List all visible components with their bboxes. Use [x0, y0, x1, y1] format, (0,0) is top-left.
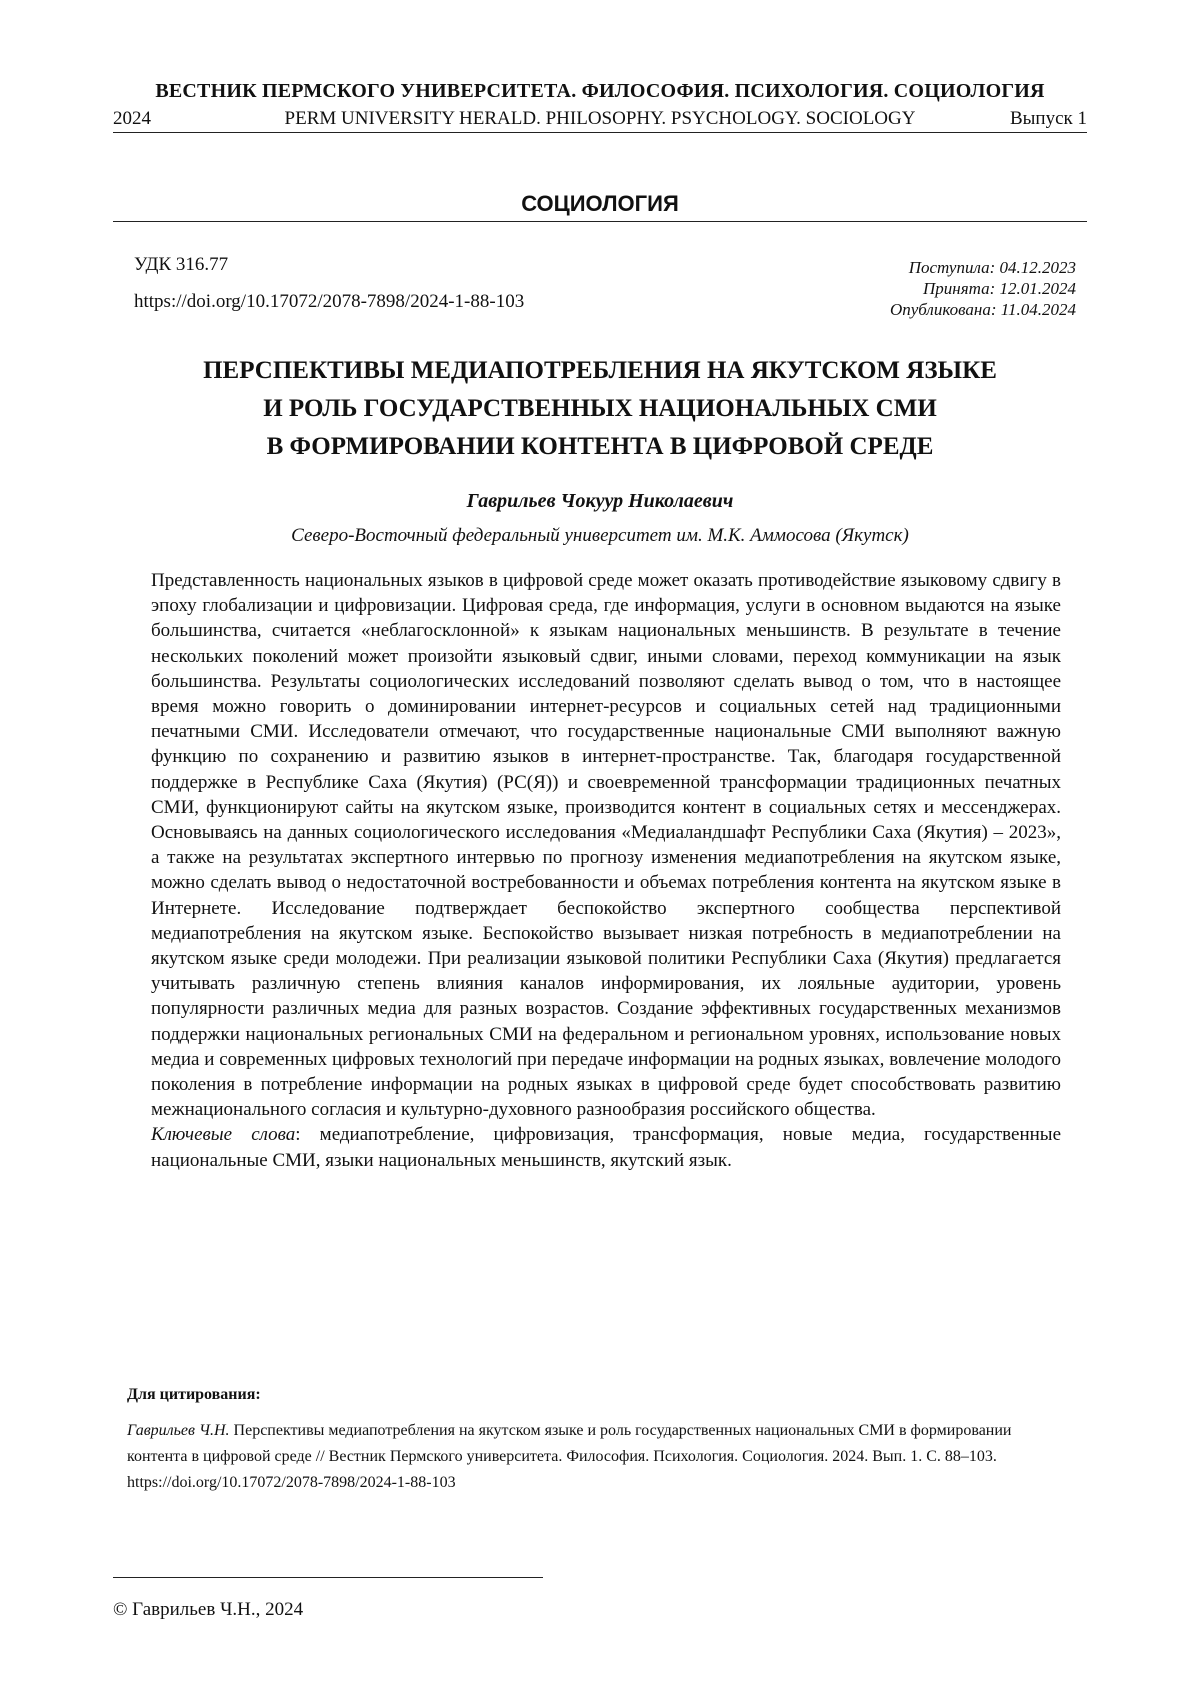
footnote-divider	[113, 1577, 543, 1578]
title-line: ПЕРСПЕКТИВЫ МЕДИАПОТРЕБЛЕНИЯ НА ЯКУТСКОМ ЯЗЫКЕ	[203, 357, 997, 384]
citation-heading: Для цитирования:	[127, 1386, 261, 1403]
journal-title-en: PERM UNIVERSITY HERALD. PHILOSOPHY. PSYCHOLOGY. SOCIOLOGY	[284, 108, 916, 129]
author-name: Гаврильев Чокуур Николаевич	[466, 490, 734, 512]
udc-code: УДК 316.77	[134, 254, 229, 275]
doi-link[interactable]: https://doi.org/10.17072/2078-7898/2024-1-88-103	[134, 291, 525, 312]
section-heading: СОЦИОЛОГИЯ	[521, 191, 679, 216]
received-date: Поступила: 04.12.2023	[908, 258, 1076, 277]
keywords	[151, 1122, 1061, 1172]
header-divider	[113, 132, 1087, 133]
publication-dates	[890, 257, 1076, 320]
accepted-date: Принята: 12.01.2024	[922, 279, 1076, 298]
keywords-text: : медиапотребление, цифровизация, трансформация, новые медиа, государственные национальные СМИ, языки национальных меньшинств, якутский язык.	[151, 1124, 1061, 1171]
journal-year: 2024	[113, 108, 151, 129]
abstract	[151, 568, 1061, 1173]
journal-issue: Выпуск 1	[1009, 108, 1087, 129]
citation-body: Перспективы медиапотребления на якутском языке и роль государственных национальных СМИ в формировании контента в цифровой среде // Вестник Пермского университета. Философия. Психология. Социология. 2024. Вып. 1. С. 88–103. https://doi.org/10.17072/2078-7898/2024-1-88-103	[127, 1422, 1012, 1491]
title-line: И РОЛЬ ГОСУДАРСТВЕННЫХ НАЦИОНАЛЬНЫХ СМИ	[263, 395, 937, 422]
citation-text	[127, 1418, 1073, 1496]
published-date: Опубликована: 11.04.2024	[889, 300, 1076, 319]
copyright-notice: © Гаврильев Ч.Н., 2024	[113, 1599, 304, 1620]
citation-author: Гаврильев Ч.Н.	[127, 1422, 230, 1439]
title-line: В ФОРМИРОВАНИИ КОНТЕНТА В ЦИФРОВОЙ СРЕДЕ	[266, 433, 934, 460]
journal-title-ru: ВЕСТНИК ПЕРМСКОГО УНИВЕРСИТЕТА. ФИЛОСОФИЯ. ПСИХОЛОГИЯ. СОЦИОЛОГИЯ	[155, 80, 1045, 102]
section-divider	[113, 221, 1087, 222]
abstract-text: Представленность национальных языков в цифровой среде может оказать противодействие языковому сдвигу в эпоху глобализации и цифровизации. Цифровая среда, где информация, услуги в основном выдаются на языке большинства, считается «неблагосклонной» к языкам национальных меньшинств. В результате в течение нескольких поколений может произойти языковый сдвиг, иными словами, переход коммуникации на язык большинства. Результаты социологических исследований позволяют сделать вывод о том, что в настоящее время можно говорить о доминировании интернет-ресурсов и социальных сетей над традиционными печатными СМИ. Исследователи отмечают, что государственные национальные СМИ выполняют важную функцию по сохранению и развитию языков в интернет-пространстве. Так, благодаря государственной поддержке в Республике Саха (Якутия) (РС(Я)) и своевременной трансформации традиционных печатных СМИ, функционируют сайты на якутском языке, производится контент в социальных сетях и мессенджерах. Основываясь на данных социологического исследования «Медиаландшафт Республики Саха (Якутия) – 2023», а также на результатах экспертного интервью по прогнозу изменения медиапотребления на якутском языке, можно сделать вывод о недостаточной востребованности и объемах потребления контента на якутском языке в Интернете. Исследование подтверждает беспокойство экспертного сообщества перспективой медиапотребления на якутском языке. Беспокойство вызывает низкая потребность в медиапотреблении на якутском языке среди молодежи. При реализации языковой политики Республики Саха (Якутия) предлагается учитывать различную степень влияния каналов информирования, их лояльные аудитории, уровень популярности различных медиа для разных возрастов. Создание эффективных государственных механизмов поддержки национальных региональных СМИ на федеральном и региональном уровнях, использование новых медиа и современных цифровых технологий при передаче информации на родных языках, вовлечение молодого поколения в потребление информации на родных языках в цифровой среде будет способствовать развитию межнационального согласия и культурно-духовного разнообразия российского общества.	[151, 570, 1061, 1121]
author-affiliation: Северо-Восточный федеральный университет им. М.К. Аммосова (Якутск)	[291, 525, 909, 546]
keywords-label: Ключевые слова	[151, 1124, 296, 1146]
article-title	[113, 352, 1087, 466]
